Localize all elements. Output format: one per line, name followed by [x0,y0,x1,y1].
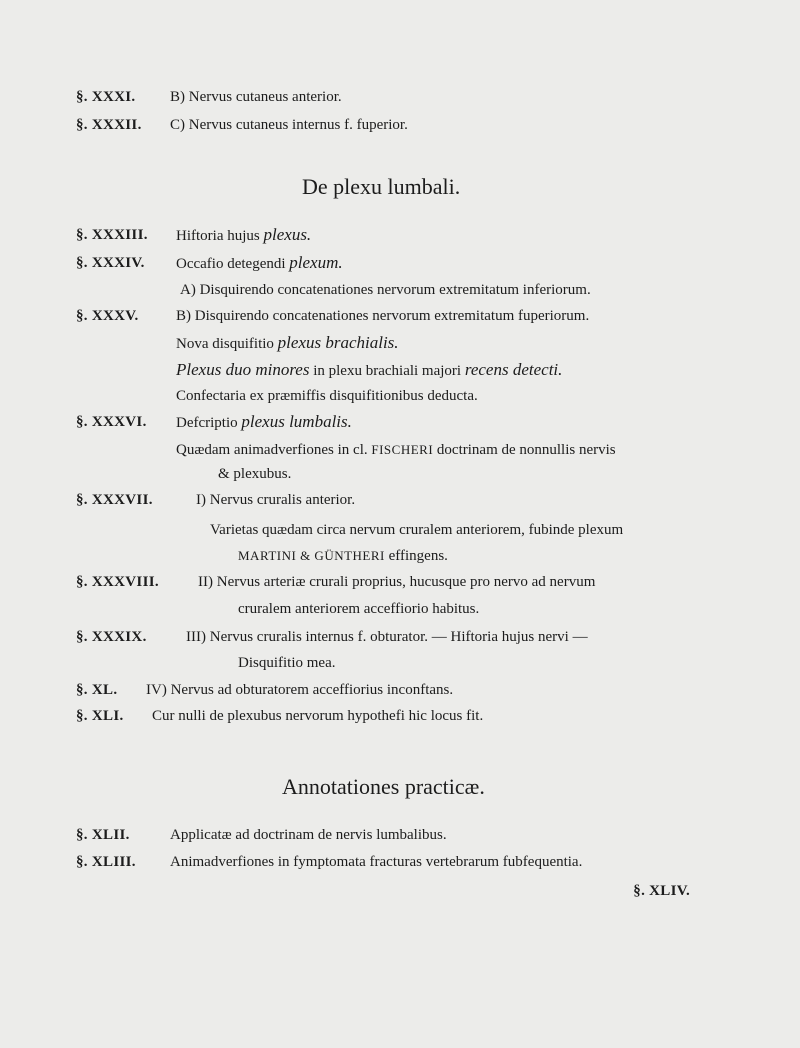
entry-text: Occafio detegendi plexum. [176,253,343,272]
section-number: §. XLII. [76,827,130,843]
entry-text: B) Disquirendo concatenationes nervorum extremitatum fuperiorum. [176,308,590,324]
section-number: §. XXXI. [76,89,136,105]
entry-text: Plexus duo minores in plexu brachiali majori recens detecti. [176,360,563,379]
section-number: §. XXXVIII. [76,574,159,590]
section-number: §. XXXIV. [76,255,145,271]
entry-text: IV) Nervus ad obturatorem acceffiorius inconftans. [146,682,454,698]
section-number: §. XXXVI. [76,414,147,430]
entry-text: III) Nervus cruralis internus f. obturator. — Hiftoria hujus nervi — [186,629,588,645]
section-number: §. XXXV. [76,308,139,324]
entry-text: cruralem anteriorem acceffiorio habitus. [238,601,480,617]
entry-text: & plexubus. [218,466,292,482]
entry-text: MARTINI & GÜNTHERI effingens. [238,548,448,564]
entry-text: B) Nervus cutaneus anterior. [170,89,342,105]
entry-text: Hiftoria hujus plexus. [176,225,312,244]
entry-text: Applicatæ ad doctrinam de nervis lumbalibus. [170,827,447,843]
entry-text: Varietas quædam circa nervum cruralem anteriorem, fubinde plexum [210,522,624,538]
section-number: §. XL. [76,682,118,698]
entry-text: Animadverfiones in fymptomata fracturas vertebrarum fubfequentia. [170,854,583,870]
entry-text: Defcriptio plexus lumbalis. [176,412,352,431]
entry-text: Quædam animadverfiones in cl. FISCHERI doctrinam de nonnullis nervis [176,442,616,458]
section-heading: Annotationes practicæ. [282,774,485,799]
section-number: §. XXXVII. [76,492,153,508]
section-number: §. XXXII. [76,117,142,133]
section-number: §. XLI. [76,708,124,724]
section-number: §. XXXIII. [76,227,148,243]
entry-text: I) Nervus cruralis anterior. [196,492,356,508]
catchword: §. XLIV. [633,883,690,899]
entry-text: A) Disquirendo concatenationes nervorum extremitatum inferiorum. [180,282,591,298]
entry-text: Cur nulli de plexubus nervorum hypothefi hic locus fit. [152,708,484,724]
entry-text: C) Nervus cutaneus internus f. fuperior. [170,117,408,133]
entry-text: Confectaria ex præmiffis disquifitionibus deducta. [176,388,478,404]
entry-text: II) Nervus arteriæ crurali proprius, hucusque pro nervo ad nervum [198,574,596,590]
section-number: §. XLIII. [76,854,136,870]
entry-text: Nova disquifitio plexus brachialis. [176,333,399,352]
section-heading: De plexu lumbali. [302,174,461,199]
entry-text: Disquifitio mea. [238,655,336,671]
section-number: §. XXXIX. [76,629,147,645]
